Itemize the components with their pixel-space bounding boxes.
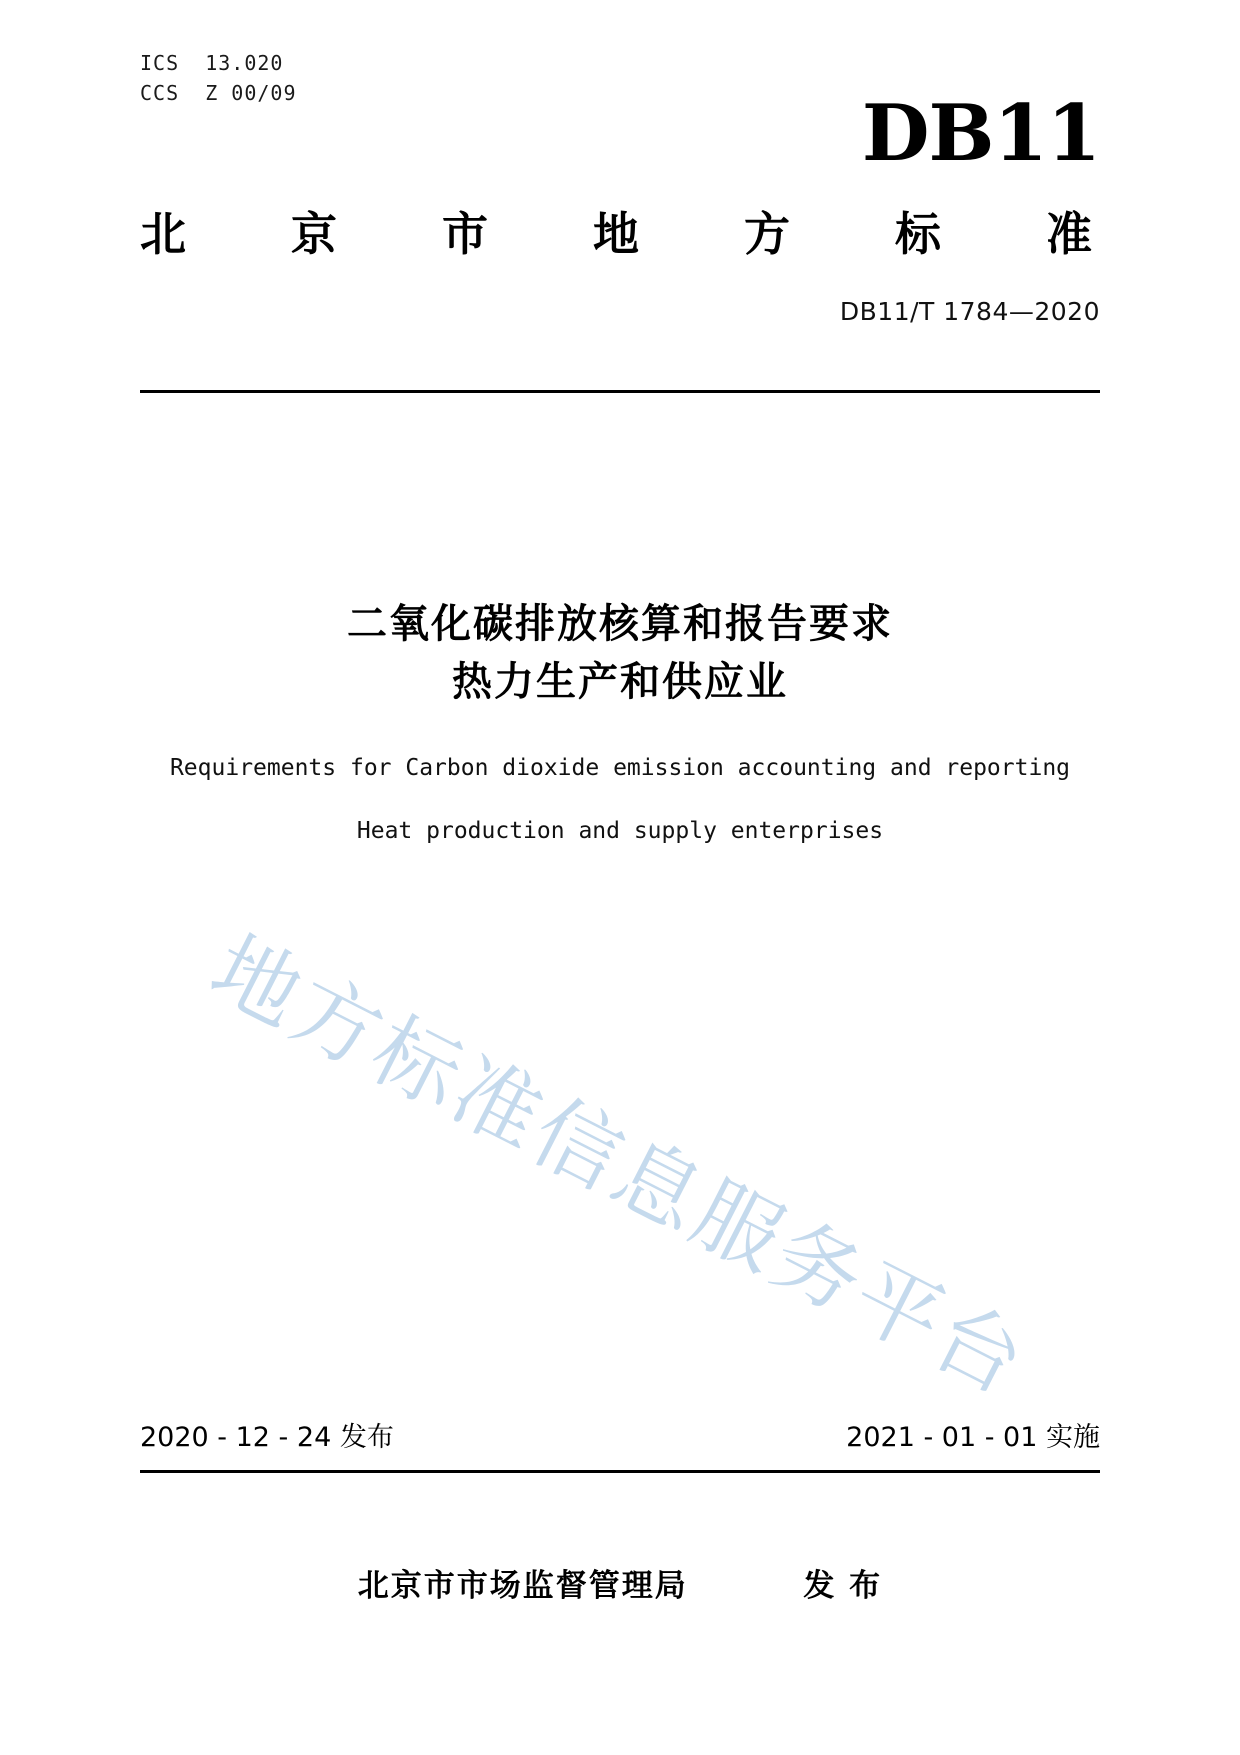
standard-number: DB11/T 1784—2020 xyxy=(839,297,1100,326)
standard-type-char-6: 准 xyxy=(1046,207,1092,261)
title-chinese-line-2: 热力生产和供应业 xyxy=(452,659,788,705)
publisher-line xyxy=(0,1560,1240,1605)
standard-type-char-3: 地 xyxy=(593,207,639,261)
publish-word: 发 布 xyxy=(803,1568,883,1604)
effective-date: 2021 - 01 - 01 实施 xyxy=(846,1422,1100,1453)
publisher-name: 北京市市场监督管理局 xyxy=(357,1568,688,1604)
standard-type-char-1: 京 xyxy=(291,207,337,261)
watermark-text: 地方标准信息服务平台 xyxy=(195,917,1043,1416)
title-english-line-1: Requirements for Carbon dioxide emission accounting and reporting xyxy=(169,755,1071,781)
ics-code: ICS 13.020 xyxy=(140,51,284,75)
title-chinese xyxy=(0,595,1240,711)
standard-type-char-4: 方 xyxy=(744,207,790,261)
standard-type-char-0: 北 xyxy=(140,207,186,261)
header-divider-rule xyxy=(140,390,1100,393)
standard-type-char-5: 标 xyxy=(895,207,941,261)
db11-logo: DB11 xyxy=(861,88,1100,179)
title-chinese-line-1: 二氧化碳排放核算和报告要求 xyxy=(347,601,893,647)
title-english-line-2: Heat production and supply enterprises xyxy=(356,818,884,844)
standard-type-heading xyxy=(140,198,1100,264)
standard-type-char-2: 市 xyxy=(442,207,488,261)
ccs-code: CCS Z 00/09 xyxy=(140,81,297,105)
footer-dates xyxy=(140,1415,1100,1454)
footer-divider-rule xyxy=(140,1470,1100,1473)
ics-classification-block xyxy=(140,48,297,108)
issue-date: 2020 - 12 - 24 发布 xyxy=(140,1422,394,1453)
